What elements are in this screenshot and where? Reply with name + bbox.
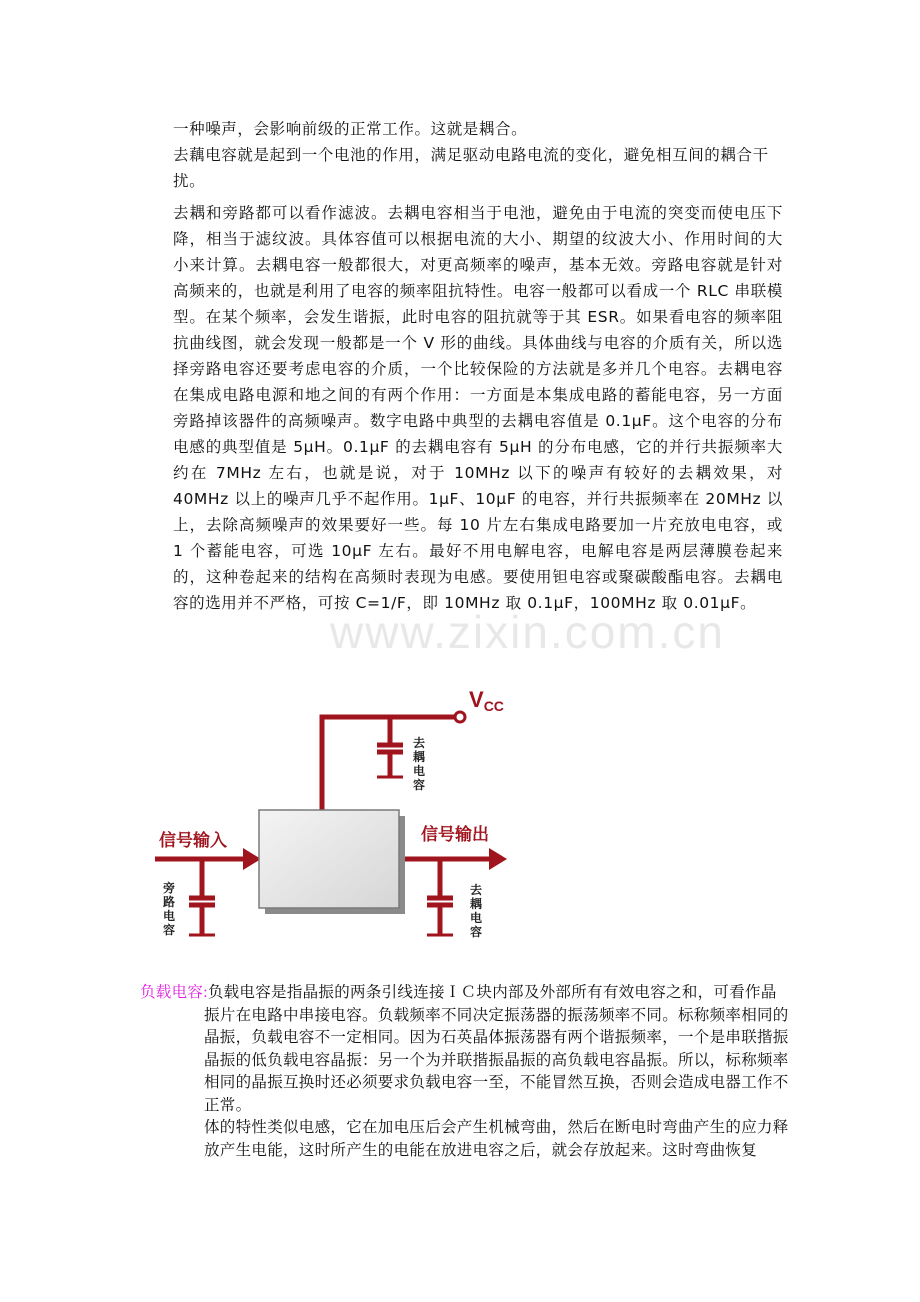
vcc-subscript: CC xyxy=(483,698,504,714)
decoupling-top-char-1: 去 xyxy=(413,736,426,750)
bypass-char-4: 容 xyxy=(163,923,176,937)
vcc-label xyxy=(469,687,504,714)
load-capacitance-paragraph xyxy=(140,982,790,1117)
signal-out-label: 信号输出 xyxy=(421,825,489,845)
decoupling-bottom-char-2: 耦 xyxy=(470,897,483,911)
signal-in-label: 信号输入 xyxy=(159,831,227,851)
decoupling-cap-top-plates xyxy=(377,745,403,752)
bypass-char-1: 旁 xyxy=(163,881,176,895)
bypass-char-3: 电 xyxy=(163,909,176,923)
decoupling-top-char-3: 电 xyxy=(413,764,426,778)
vcc-terminal xyxy=(455,712,465,722)
paragraph-coupling-end: 一种噪声，会影响前级的正常工作。这就是耦合。 xyxy=(173,120,528,138)
load-capacitance-section xyxy=(140,982,790,1162)
decoupling-bottom-char-4: 容 xyxy=(470,925,483,939)
decoupling-top-char-4: 容 xyxy=(413,778,426,792)
bypass-char-2: 路 xyxy=(163,895,176,909)
load-capacitance-text: 负载电容是指晶振的两条引线连接ＩＣ块内部及外部所有有效电容之和，可看作晶振片在电路中串接电容。负载频率不同决定振荡器的振荡频率不同。标称频率相同的晶振，负载电容不一定相同。因为石英晶体振荡器有两个谐振频率，一个是串联揩振晶振的低负载电容晶振：另一个为并联揩振晶振的高负载电容晶振。所以，标称频率相同的晶振互换时还必须要求负载电容一至，不能冒然互换，否则会造成电器工作不正常。 xyxy=(204,984,789,1114)
signal-out-arrow xyxy=(489,848,507,870)
bypass-cap-plates xyxy=(189,898,215,905)
vcc-main: V xyxy=(469,687,484,712)
decoupling-top-char-2: 耦 xyxy=(413,750,426,764)
ic-box xyxy=(259,810,399,908)
watermark: www.zixin.com.cn xyxy=(330,606,725,658)
decoupling-bottom-char-3: 电 xyxy=(470,911,483,925)
decoupling-cap-bottom-plates xyxy=(427,898,453,905)
paragraph-decoupling-bypass: 去耦和旁路都可以看作滤波。去耦电容相当于电池，避免由于电流的突变而使电压下降，相当于滤纹波。具体容值可以根据电流的大小、期望的纹波大小、作用时间的大小来计算。去耦电容一般都很大，对更高频率的噪声，基本无效。旁路电容就是针对高频来的，也就是利用了电容的频率阻抗特性。电容一般都可以看成一个 RLC 串联模型。在某个频率，会发生谐振，此时电容的阻抗就等于其 ESR。如果看电容的频率阻抗曲线图，就会发现一般都是一个 V 形的曲线。具体曲线与电容的介质有关，所以选择旁路电容还要考虑电容的介质，一个比较保险的方法就是多并几个电容。去耦电容在集成电路电源和地之间的有两个作用：一方面是本集成电路的蓄能电容，另一方面旁路掉该器件的高频噪声。数字电路中典型的去耦电容值是 0.1μF。这个电容的分布电感的典型值是 5μH。0.1μF 的去耦电容有 5μH 的分布电感，它的并行共振频率大约在 7MHz 左右，也就是说，对于 10MHz 以下的噪声有较好的去耦效果，对 40MHz 以上的噪声几乎不起作用。1μF、10μF 的电容，并行共振频率在 20MHz 以上，去除高频噪声的效果要好一些。每 10 片左右集成电路要加一片充放电电容，或 1 个蓄能电容，可选 10μF 左右。最好不用电解电容，电解电容是两层薄膜卷起来的，这种卷起来的结构在高频时表现为电感。要使用钽电容或聚碳酸酯电容。去耦电容的选用并不严格，可按 C=1/F，即 10MHz 取 0.1μF，100MHz 取 0.01μF。 xyxy=(173,204,783,612)
decoupling-bottom-char-1: 去 xyxy=(470,883,483,897)
load-capacitance-term: 负载电容: xyxy=(140,984,208,1001)
paragraph-decoupling-battery: 去藕电容就是起到一个电池的作用，满足驱动电路电流的变化，避免相互间的耦合干扰。 xyxy=(173,146,769,190)
decoupling-bypass-diagram xyxy=(155,680,525,945)
crystal-characteristic-paragraph: 体的特性类似电感，它在加电压后会产生机械弯曲，然后在断电时弯曲产生的应力释放产生电能，这时所产生的电能在放进电容之后，就会存放起来。这时弯曲恢复 xyxy=(204,1119,789,1159)
